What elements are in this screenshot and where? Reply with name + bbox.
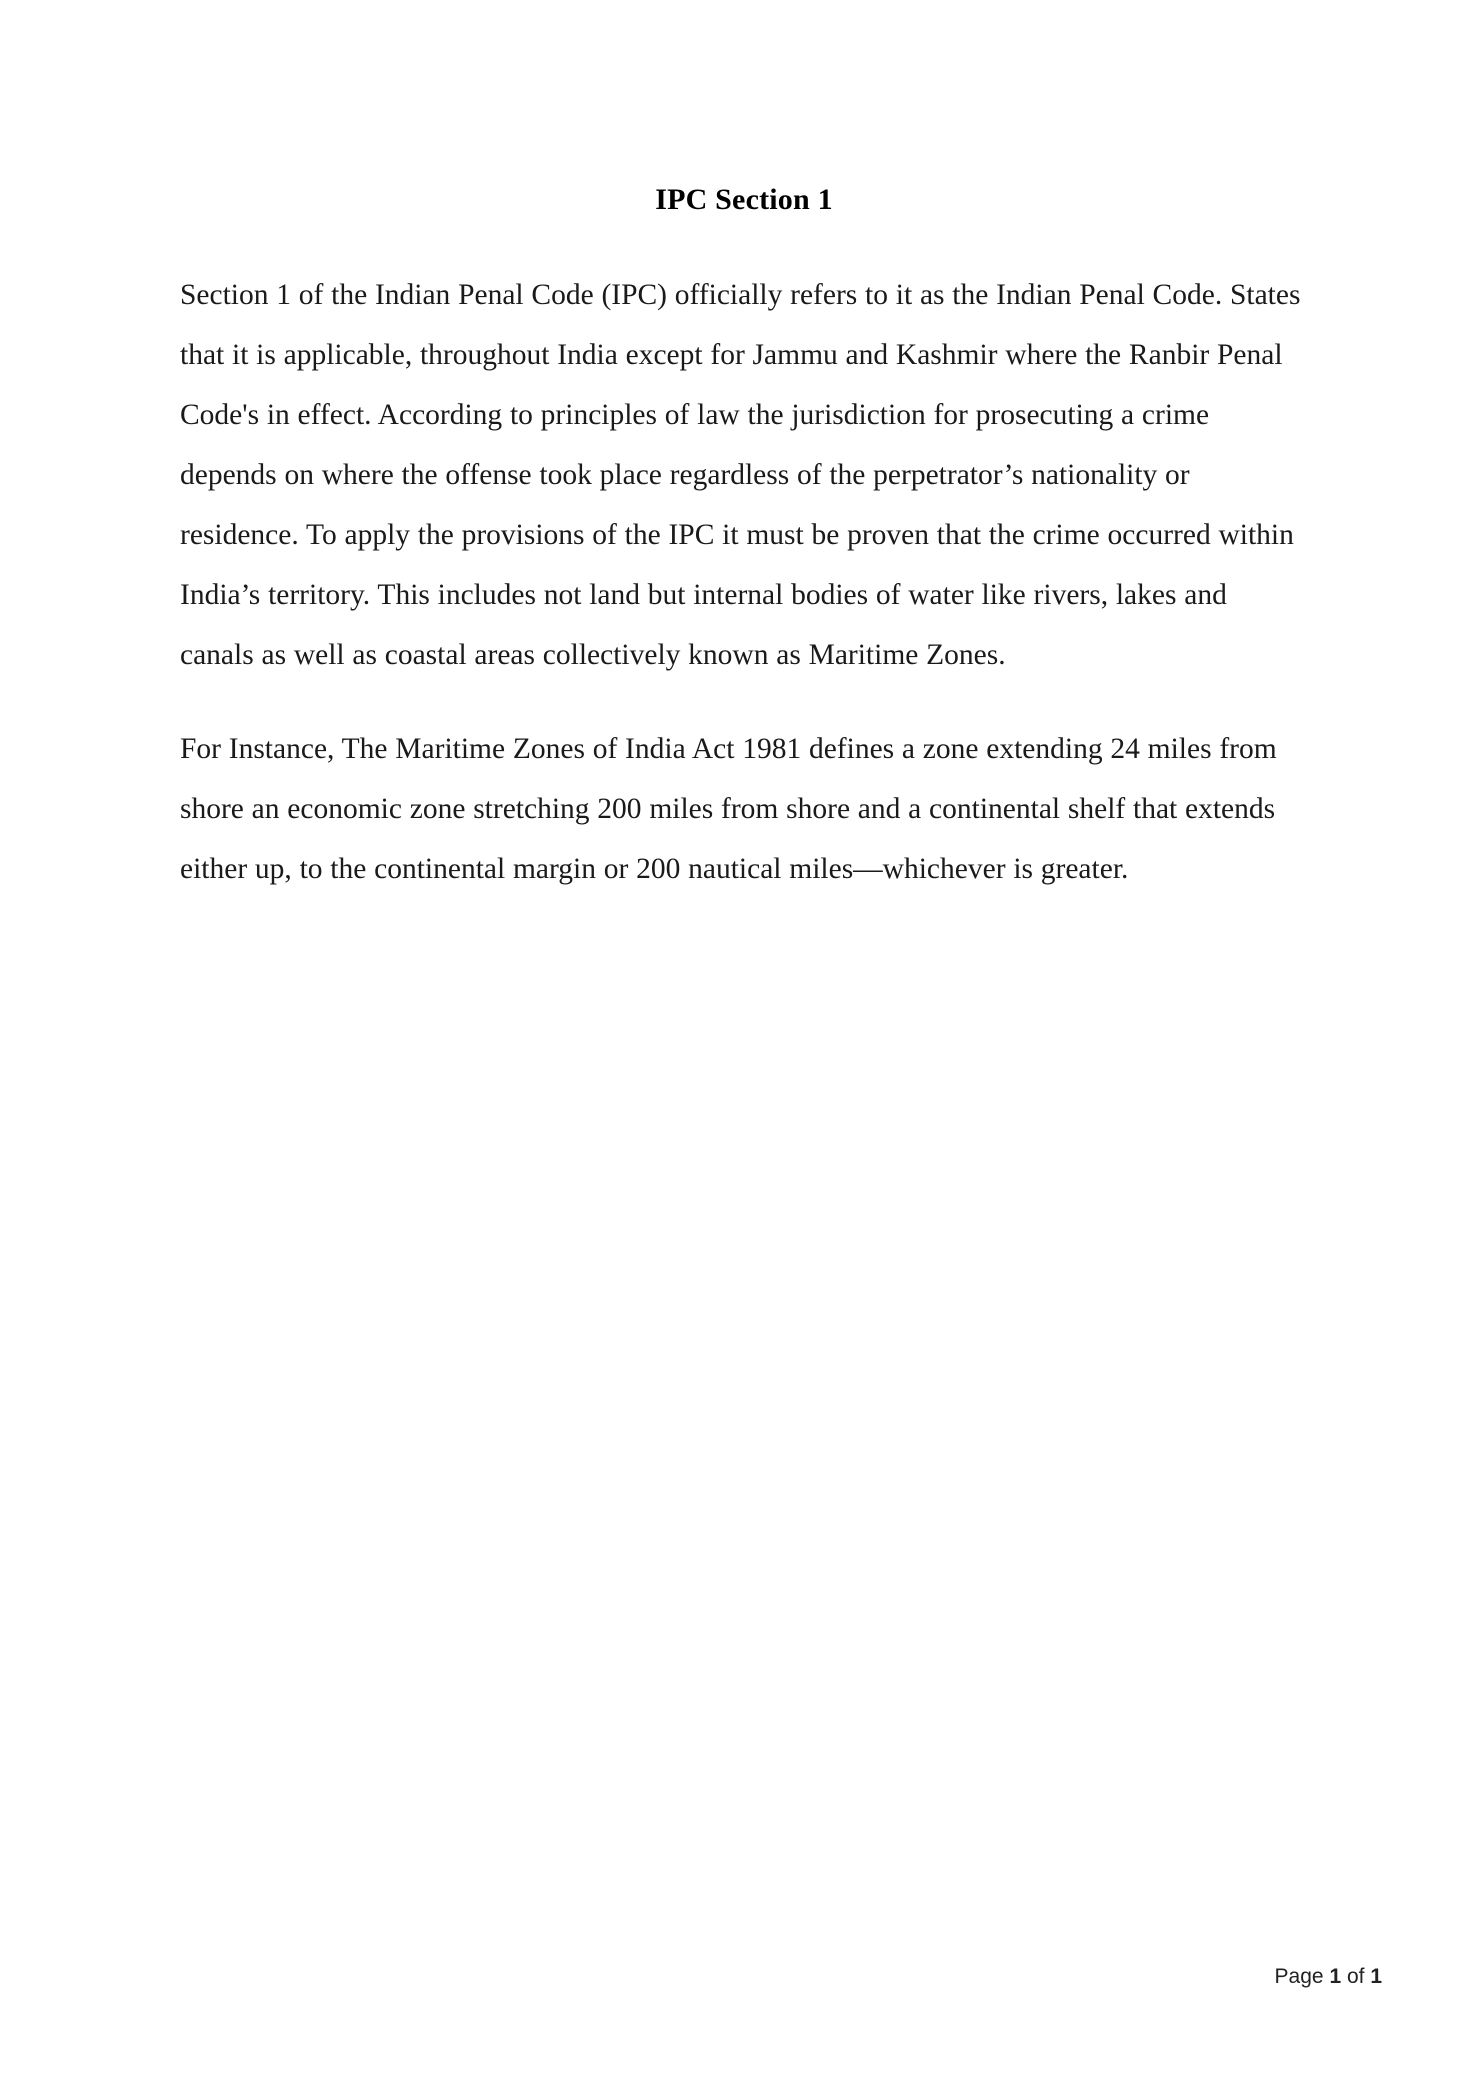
footer-separator-label: of [1341, 1965, 1371, 1988]
body-paragraph: For Instance, The Maritime Zones of India Act 1981 defines a zone extending 24 miles from shore an economic zone stretching 200 miles from shore and a continental shelf that extends either up, to the continental margin or 200 nautical miles—whichever is greater. [180, 733, 1277, 885]
footer-total-pages: 1 [1370, 1965, 1382, 1988]
footer-current-page: 1 [1329, 1965, 1342, 1988]
page-title: IPC Section 1 [655, 183, 833, 216]
document-content [180, 0, 1308, 899]
body-paragraph: Section 1 of the Indian Penal Code (IPC) officially refers to it as the Indian Penal Code. States that it is applicable, throughout India except for Jammu and Kashmir where the Ranbir Penal Code's in effect. According to principles of law the jurisdiction for prosecuting a crime depends on where the offense took place regardless of the perpetrator’s nationality or residence. To apply the provisions of the IPC it must be proven that the crime occurred within India’s territory. This includes not land but internal bodies of water like rivers, lakes and canals as well as coastal areas collectively known as Maritime Zones. [180, 279, 1301, 671]
footer-prefix-label: Page [1274, 1965, 1330, 1988]
page-footer [1275, 1965, 1382, 1989]
